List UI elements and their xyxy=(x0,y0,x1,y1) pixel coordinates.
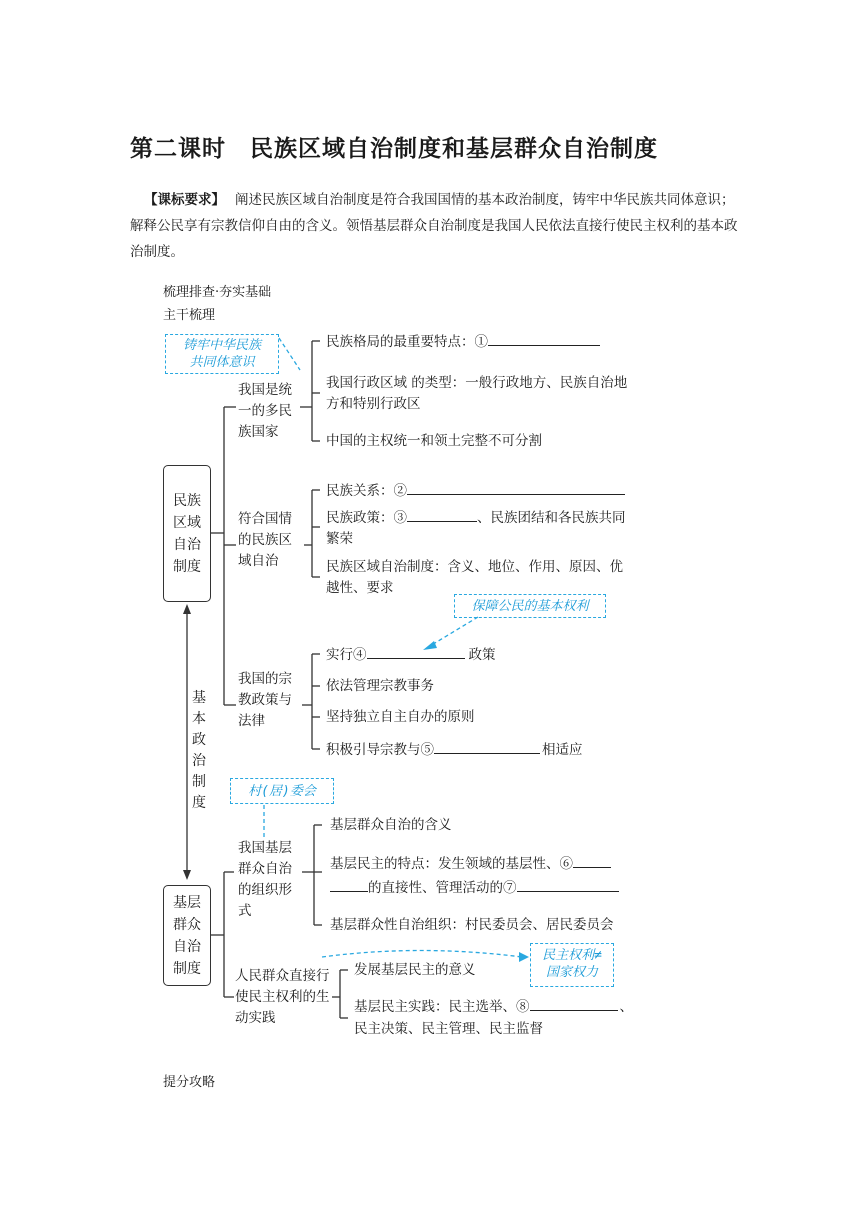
leaf-ethnic-pattern: 民族格局的最重要特点：① xyxy=(326,331,600,352)
leaf-admin-regions: 我国行政区域 的类型：一般行政地方、民族自治地方和特别行政区 xyxy=(326,375,628,412)
requirements-text: 阐述民族区域自治制度是符合我国国情的基本政治制度，铸牢中华民族共同体意识；解释公民享有宗教信仰自由的含义。领悟基层群众自治制度是我国人民依法直接行使民主权利的基本政治制度。 xyxy=(130,192,738,260)
leaf-grassroots-features-line2: 的直接性、管理活动的⑦ xyxy=(330,877,619,898)
leaf-democratic-practice-line1: 基层民主实践：民主选举、⑧ 、 xyxy=(354,996,633,1017)
node-unified-multiethnic-state: 我国是统一的多民族国家 xyxy=(238,382,292,440)
vertical-label-basic-political-system: 基本政治制度 xyxy=(191,688,207,814)
leaf-self-governing-orgs: 基层群众性自治组织：村民委员会、居民委员会 xyxy=(330,917,614,933)
annotation-rights-vs-power: 民主权利≠ 国家权力 xyxy=(530,943,614,987)
leaf-ethnic-policy: 民族政策：③ 、民族团结和各民族共同繁荣 xyxy=(326,507,632,550)
annotation-village-committee: 村(居)委会 xyxy=(230,778,334,804)
leaf-implement-policy: 实行④ 政策 xyxy=(326,644,496,665)
leaf-grassroots-meaning: 基层群众自治的含义 xyxy=(330,817,452,833)
node-grassroots-forms: 我国基层群众自治的组织形式 xyxy=(238,840,292,919)
section-tips: 提分攻略 xyxy=(163,1075,216,1090)
requirements-label: 【课标要求】 xyxy=(144,192,225,208)
leaf-autonomy-system: 民族区域自治制度：含义、地位、作用、原因、优越性、要求 xyxy=(326,559,623,596)
leaf-independence-principle: 坚持独立自主自办的原则 xyxy=(326,709,475,725)
leaf-sovereignty: 中国的主权统一和领土完整不可分割 xyxy=(326,433,542,449)
annotation-national-community: 铸牢中华民族 共同体意识 xyxy=(165,334,279,374)
box-grassroots-autonomy: 基层群众自治制度 xyxy=(163,885,211,986)
annotation-protect-rights: 保障公民的基本权利 xyxy=(454,594,606,618)
section-foundation: 梳理排查·夯实基础 xyxy=(163,285,272,300)
page-title: 第二课时 民族区域自治制度和基层群众自治制度 xyxy=(130,136,658,162)
leaf-grassroots-significance: 发展基层民主的意义 xyxy=(354,962,476,978)
leaf-ethnic-relations: 民族关系：② xyxy=(326,480,625,501)
leaf-guide-religion: 积极引导宗教与⑤ 相适应 xyxy=(326,739,583,760)
node-religion-policy: 我国的宗教政策与法律 xyxy=(238,671,292,729)
leaf-grassroots-features-line1: 基层民主的特点：发生领域的基层性、⑥ xyxy=(330,853,611,874)
leaf-manage-religion: 依法管理宗教事务 xyxy=(326,678,434,694)
node-democratic-practice: 人民群众直接行使民主权利的生动实践 xyxy=(235,968,330,1026)
node-regional-autonomy: 符合国情的民族区域自治 xyxy=(238,511,292,569)
leaf-democratic-practice-line2: 民主决策、民主管理、民主监督 xyxy=(354,1021,543,1037)
curriculum-requirements xyxy=(130,187,740,265)
box-ethnic-regional-autonomy: 民族区域自治制度 xyxy=(163,465,211,602)
section-trunk: 主干梳理 xyxy=(163,308,216,323)
